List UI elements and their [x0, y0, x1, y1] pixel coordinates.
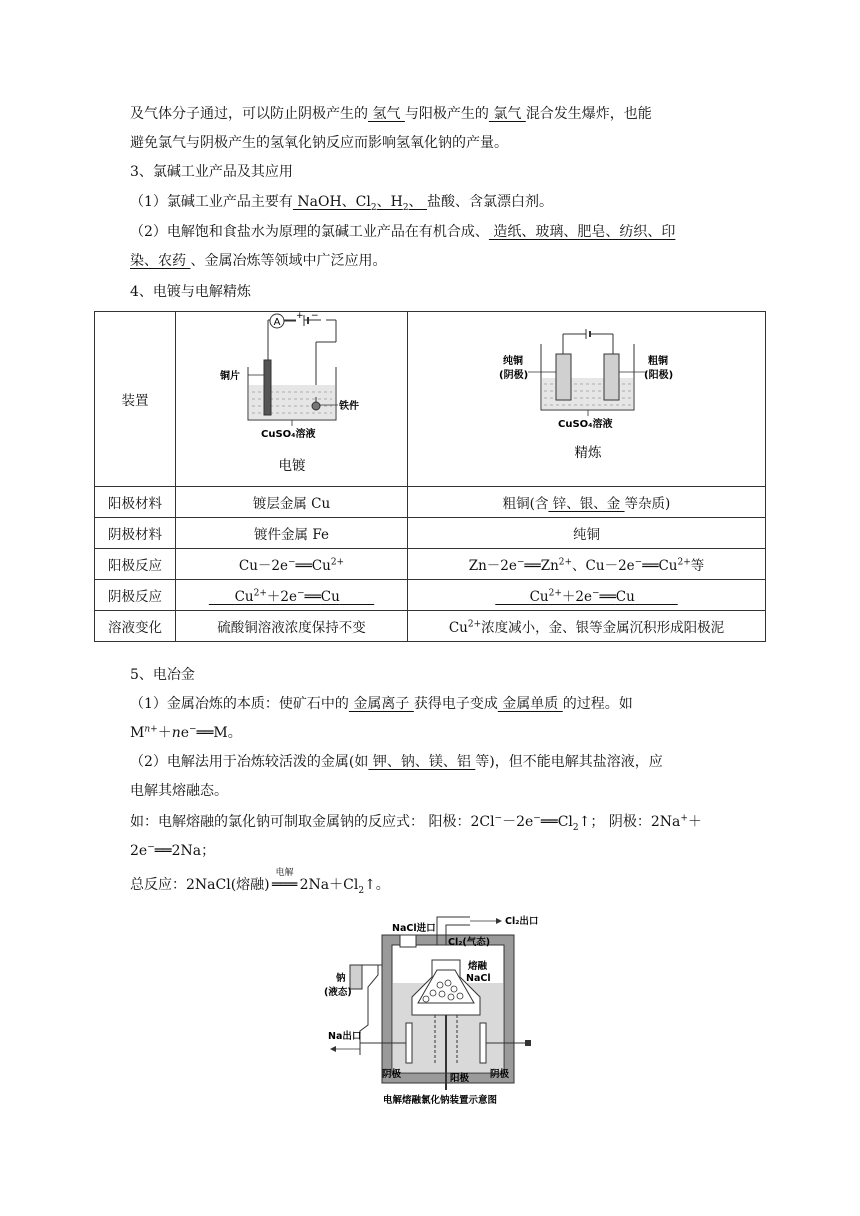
text: 、Cu－2e	[572, 558, 635, 574]
text: 等杂质)	[624, 496, 671, 512]
pure-copper-label: 纯铜	[503, 356, 523, 367]
refining-diagram	[408, 312, 767, 482]
paragraph-line: $M^{n+}+ne^-══M$。	[130, 724, 242, 741]
table-cell	[408, 487, 766, 518]
text: Cu	[320, 589, 340, 605]
table-cell: $Zn-2e^-══Zn^{2+}$、$Cu-2e^-══Cu^{2+}$等	[408, 549, 766, 580]
answer-blank: $Cu^{2+}+2e^-══Cu$	[234, 588, 340, 605]
paragraph-line	[130, 251, 735, 271]
text: Cu	[311, 558, 331, 574]
electroplating-table	[94, 311, 766, 642]
text: 及气体分子通过，可以防止阴极产生的	[130, 106, 368, 122]
section-title: 3、氯碱工业产品及其应用	[130, 164, 293, 180]
text: NaOH、Cl	[292, 194, 371, 210]
row-label: 阴极材料	[95, 518, 176, 549]
electroplating-diagram	[176, 312, 407, 482]
answer-blank: $Cu^{2+}+2e^-══Cu$	[529, 588, 635, 605]
row-label: 阳极材料	[95, 487, 176, 518]
row-label: 溶液变化	[95, 611, 176, 642]
text: n	[171, 725, 181, 741]
text: 混合发生爆炸，也能	[525, 106, 652, 122]
text: （1）金属冶炼的本质：使矿石中的	[130, 696, 349, 712]
copper-plate-label: 铜片	[220, 371, 240, 382]
text: Zn	[540, 558, 559, 574]
text: Cu	[658, 558, 678, 574]
text: 等)，但不能电解其盐溶液，应	[475, 754, 663, 770]
cathode-right-label: 阴极	[490, 1069, 510, 1080]
text: 获得电子变成	[413, 696, 498, 712]
text: （2）电解饱和食盐水为原理的氯碱工业产品在有机合成、	[130, 224, 489, 240]
answer-blank: 染、农药	[130, 253, 191, 269]
figure-caption: 电镀	[278, 458, 306, 474]
anode-label: 阳极	[450, 1073, 470, 1084]
solution-label: CuSO₄溶液	[558, 419, 613, 430]
text: Cu	[529, 589, 549, 605]
cl2-outlet-label: Cl₂出口	[505, 916, 539, 927]
table-cell: 镀层金属 Cu	[176, 487, 408, 518]
table-cell: 纯铜	[408, 518, 766, 549]
refining-figure-cell	[408, 312, 766, 487]
text: ＋2e	[266, 589, 297, 605]
table-cell	[408, 580, 766, 611]
text: M	[130, 725, 145, 741]
section-title: 4、电镀与电解精炼	[130, 284, 251, 300]
table-cell: 硫酸铜溶液浓度保持不变	[176, 611, 408, 642]
text: Cl	[557, 814, 573, 830]
ammeter-icon: A	[273, 317, 281, 328]
sodium-label: 钠	[336, 973, 346, 984]
paragraph-line: 总反应：2NaCl(熔融) 电解 ═══ $2Na+Cl_2↑$。	[130, 875, 735, 895]
text: 总反应：2NaCl(熔融)	[130, 877, 270, 893]
answer-blank: 氯气	[488, 106, 526, 122]
row-label: 阳极反应	[95, 549, 176, 580]
superscript: n+	[144, 724, 158, 735]
text: 、H	[376, 194, 403, 210]
paragraph-line	[130, 104, 735, 124]
text: 如：电解熔融的氯化钠可制取金属钠的反应式： 阳极：2Cl	[130, 814, 495, 830]
molten-label: 熔融	[468, 961, 488, 972]
text: Cu	[234, 589, 254, 605]
table-cell: 镀件金属 Fe	[176, 518, 408, 549]
subscript: 2	[370, 202, 377, 213]
answer-blank	[292, 194, 427, 213]
condition-label: 电解	[275, 868, 294, 878]
plus-sign: +	[296, 312, 304, 321]
text: ↑。	[364, 877, 390, 893]
answer-blank: 锌、银、金	[548, 496, 625, 512]
nacl-inlet-label: NaCl进口	[392, 923, 436, 934]
minus-sign: −	[311, 312, 319, 321]
molten-nacl-electrolysis-diagram	[320, 905, 560, 1110]
answer-blank: 金属单质	[497, 696, 563, 712]
paragraph-line	[130, 192, 735, 212]
paragraph-line	[130, 222, 735, 242]
electrolysis-arrow: 电解 ═══	[270, 875, 300, 895]
text: e	[180, 725, 190, 741]
text: Cu－2e	[238, 558, 288, 574]
anode-label: (阳极)	[644, 370, 674, 381]
text: 2Na；	[171, 843, 216, 859]
liquid-state-label: (液态)	[324, 987, 352, 998]
text: 2Na＋Cl	[299, 877, 359, 893]
paragraph-line: 避免氯气与阴极产生的氢氧化钠反应而影响氢氧化钠的产量。	[130, 135, 508, 151]
cathode-left-label: 阴极	[382, 1069, 402, 1080]
text: ＋	[687, 814, 702, 830]
row-label: 装置	[95, 312, 176, 487]
text: ↑； 阴极：2Na	[578, 814, 681, 830]
answer-blank: 造纸、玻璃、肥皂、纺织、印	[488, 224, 676, 240]
text: 2e	[130, 843, 148, 859]
text: 粗铜(含	[502, 496, 549, 512]
nacl-label: NaCl	[466, 973, 491, 984]
na-outlet-label: Na出口	[328, 1031, 362, 1042]
table-cell: $Cu-2e^-══Cu^{2+}$	[176, 549, 408, 580]
text: 浓度减小，金、银等金属沉积形成阳极泥	[481, 620, 725, 636]
answer-blank: 金属离子	[348, 696, 414, 712]
figure-caption: 精炼	[574, 445, 602, 461]
section-title: 5、电冶金	[130, 667, 195, 683]
text: 等	[690, 558, 705, 574]
paragraph-line: 2e−══2Na；	[130, 842, 216, 859]
plating-figure-cell	[176, 312, 408, 487]
cathode-label: (阴极)	[499, 370, 529, 381]
text: Cu	[615, 589, 635, 605]
text: （1）氯碱工业产品主要有	[130, 194, 293, 210]
text: ＋	[157, 725, 172, 741]
text: 与阳极产生的	[404, 106, 489, 122]
text: M。	[213, 725, 242, 741]
paragraph-line: 电解其熔融态。	[130, 783, 228, 799]
crude-copper-label: 粗铜	[648, 356, 668, 367]
table-cell: $Cu^{2+}$浓度减小，金、银等金属沉积形成阳极泥	[408, 611, 766, 642]
iron-piece-label: 铁件	[339, 401, 359, 412]
text: 的过程。如	[562, 696, 633, 712]
answer-blank: 钾、钠、镁、铝	[368, 754, 476, 770]
subscript: 2	[402, 202, 409, 213]
figure-caption: 电解熔融氯化钠装置示意图	[382, 1095, 498, 1106]
text: Cu	[448, 620, 468, 636]
table-cell	[176, 580, 408, 611]
text: －2e	[502, 814, 534, 830]
solution-label: CuSO₄溶液	[261, 429, 316, 440]
text: ＋2e	[561, 589, 592, 605]
paragraph-line	[130, 694, 735, 714]
text: 、	[408, 194, 427, 210]
text: 、金属冶炼等领域中广泛应用。	[190, 253, 387, 269]
text: （2）电解法用于冶炼较活泼的金属(如	[130, 754, 369, 770]
text: 盐酸、含氯漂白剂。	[427, 194, 553, 210]
paragraph-line: 如：电解熔融的氯化钠可制取金属钠的反应式： 阳极：$2Cl^--2e^-══Cl_2↑$； 阴极：2Na+＋	[130, 813, 702, 833]
cl2-gas-label: Cl₂(气态)	[448, 937, 491, 948]
row-label: 阴极反应	[95, 580, 176, 611]
text: Zn－2e	[468, 558, 517, 574]
answer-blank: 氢气	[368, 106, 405, 122]
paragraph-line	[130, 752, 735, 772]
